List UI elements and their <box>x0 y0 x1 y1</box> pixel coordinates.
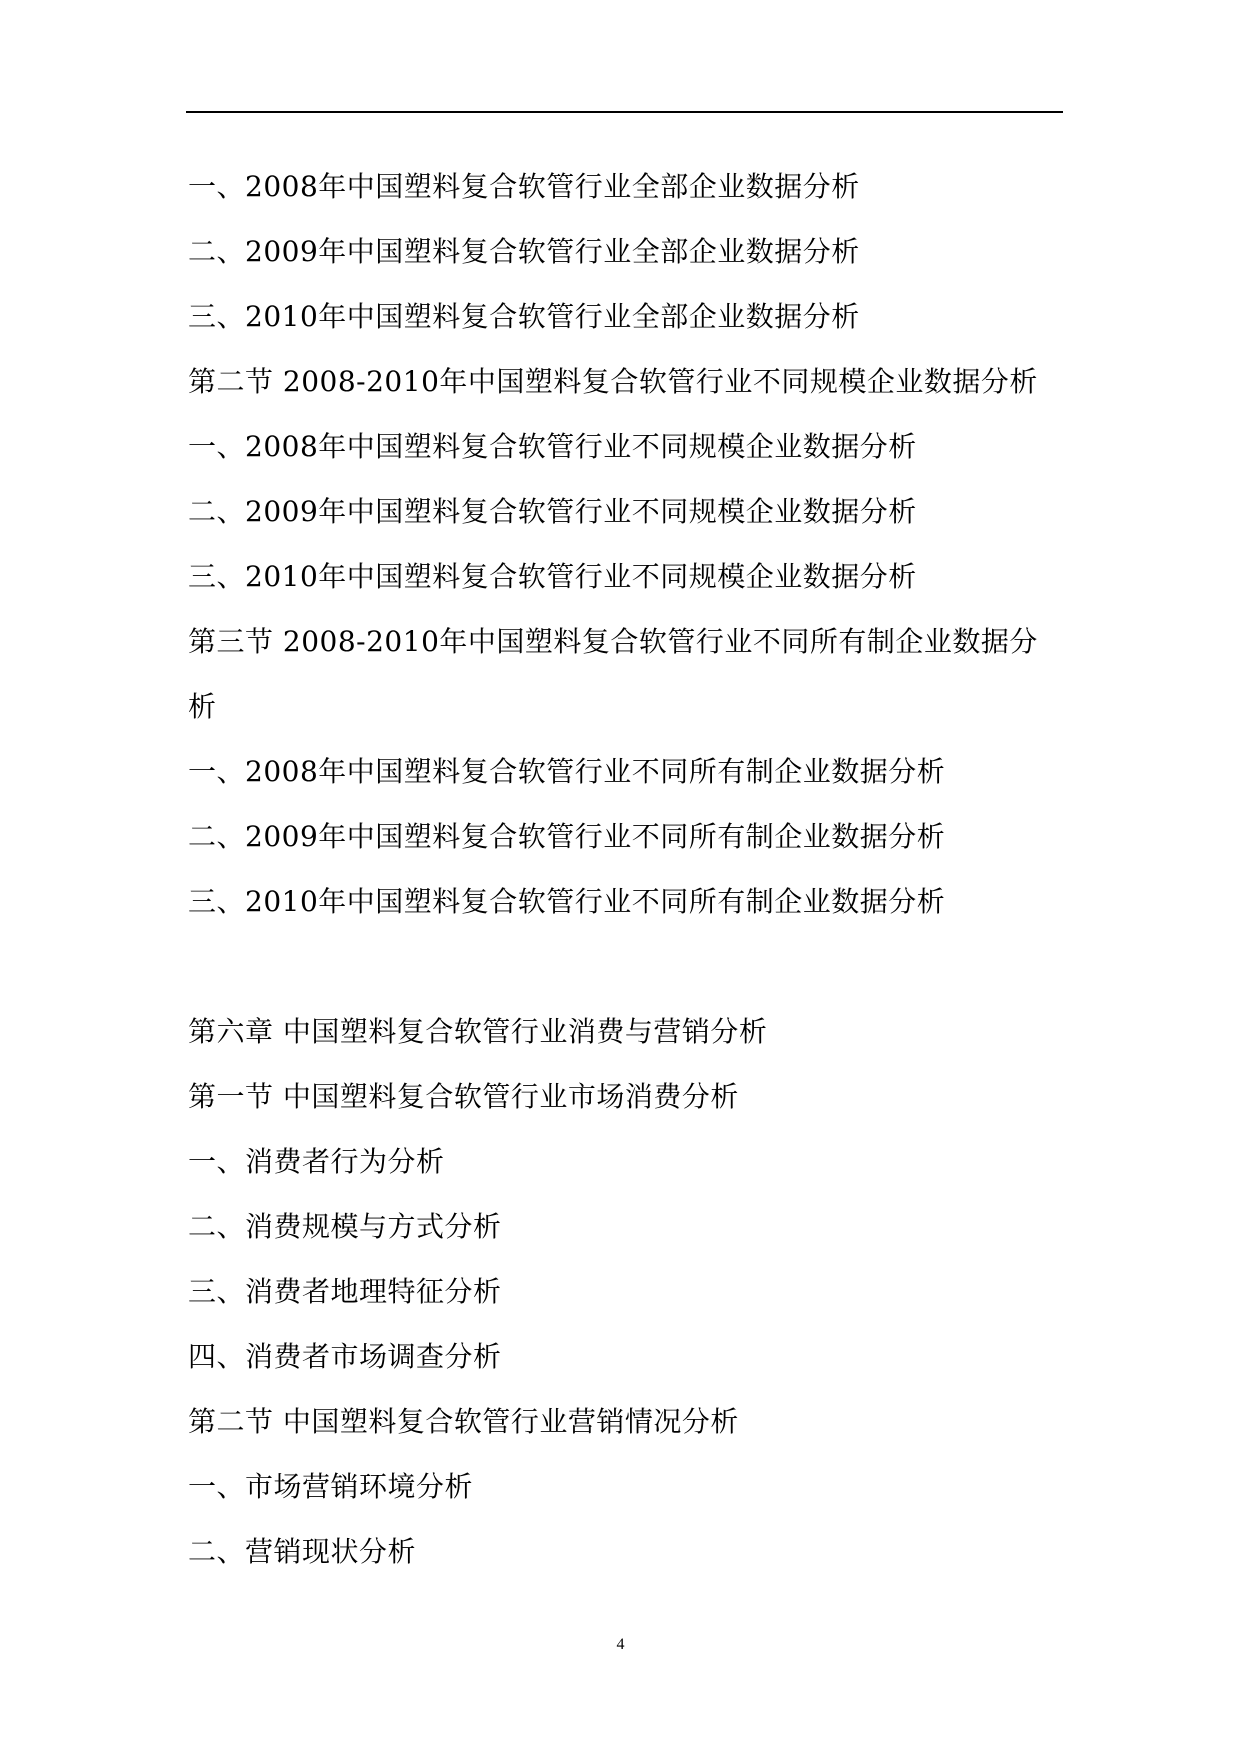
toc-spacer <box>188 934 1068 999</box>
table-of-contents <box>188 154 1068 1584</box>
toc-item: 一、2008年中国塑料复合软管行业不同规模企业数据分析 <box>188 430 917 463</box>
page-number: 4 <box>616 1636 625 1653</box>
toc-item: 三、消费者地理特征分析 <box>188 1275 502 1308</box>
toc-item: 二、2009年中国塑料复合软管行业不同所有制企业数据分析 <box>188 820 946 853</box>
toc-section-heading: 第二节 2008-2010年中国塑料复合软管行业不同规模企业数据分析 <box>188 365 1038 398</box>
toc-section-heading: 第二节 中国塑料复合软管行业营销情况分析 <box>188 1405 739 1438</box>
toc-item: 三、2010年中国塑料复合软管行业全部企业数据分析 <box>188 300 860 333</box>
toc-item: 四、消费者市场调查分析 <box>188 1340 502 1373</box>
header-rule <box>186 111 1063 113</box>
toc-item: 二、2009年中国塑料复合软管行业不同规模企业数据分析 <box>188 495 917 528</box>
toc-section-heading: 第三节 2008-2010年中国塑料复合软管行业不同所有制企业数据分 <box>188 625 1038 658</box>
toc-item: 二、消费规模与方式分析 <box>188 1210 502 1243</box>
toc-item: 一、市场营销环境分析 <box>188 1470 474 1503</box>
toc-item: 二、2009年中国塑料复合软管行业全部企业数据分析 <box>188 235 860 268</box>
toc-item: 三、2010年中国塑料复合软管行业不同规模企业数据分析 <box>188 560 917 593</box>
toc-section-heading-continued: 析 <box>188 690 217 723</box>
toc-item: 一、2008年中国塑料复合软管行业全部企业数据分析 <box>188 170 860 203</box>
toc-chapter-heading: 第六章 中国塑料复合软管行业消费与营销分析 <box>188 1015 768 1048</box>
toc-item: 二、营销现状分析 <box>188 1535 417 1568</box>
toc-item: 一、2008年中国塑料复合软管行业不同所有制企业数据分析 <box>188 755 946 788</box>
toc-item: 三、2010年中国塑料复合软管行业不同所有制企业数据分析 <box>188 885 946 918</box>
toc-item: 一、消费者行为分析 <box>188 1145 445 1178</box>
toc-section-heading: 第一节 中国塑料复合软管行业市场消费分析 <box>188 1080 739 1113</box>
